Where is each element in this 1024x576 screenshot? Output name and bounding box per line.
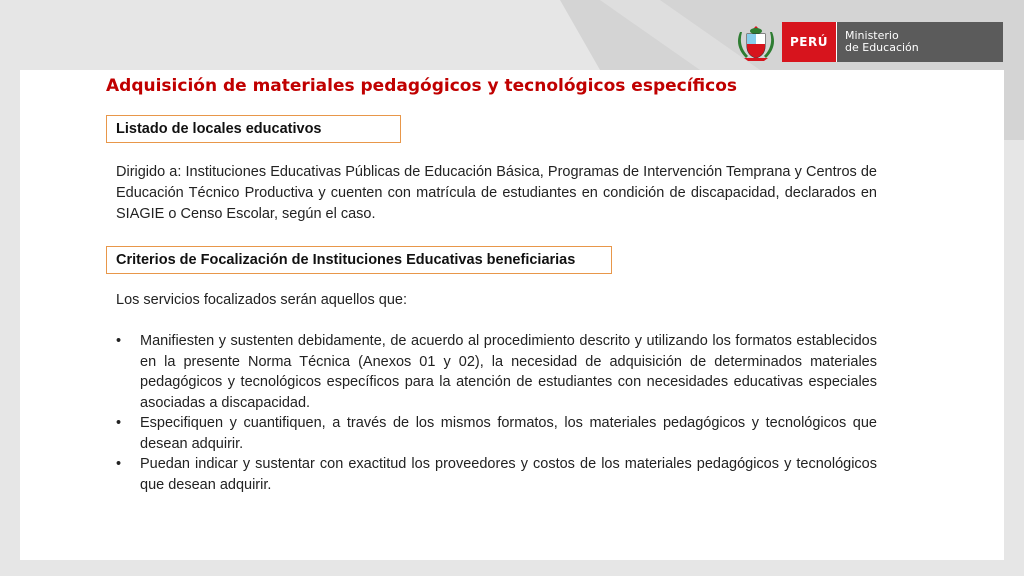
section-label-listado: Listado de locales educativos [106, 115, 401, 143]
bullet-icon: • [116, 415, 122, 431]
ministry-line-1: Ministerio [845, 29, 899, 42]
list-item [116, 454, 877, 495]
ministry-logo [736, 22, 1003, 62]
list-item [116, 331, 877, 413]
ministry-line-2: de Educación [845, 41, 919, 54]
bullet-icon: • [116, 456, 122, 472]
list-item-text: Manifiesten y sustenten debidamente, de acuerdo al procedimiento descrito y utilizando los formatos establecidos en la presente Norma Técnica (Anexos 01 y 02), la necesidad de adquisición de determinados materiales pedagógicos y tecnológicos específicos para la atención de estudiantes con necesidades educativas especiales asociadas a discapacidad. [140, 333, 877, 411]
section2-intro: Los servicios focalizados serán aquellos que: [116, 292, 407, 308]
coat-of-arms-icon [736, 22, 776, 62]
section1-body: Dirigido a: Instituciones Educativas Públicas de Educación Básica, Programas de Intervención Temprana y Centros de Educación Técnico Productiva y cuenten con matrícula de estudiantes en condición de discapacidad, declarados en SIAGIE o Censo Escolar, según el caso. [116, 164, 877, 222]
list-item [116, 413, 877, 454]
bullet-icon: • [116, 333, 122, 349]
page-title: Adquisición de materiales pedagógicos y tecnológicos específicos [106, 76, 738, 96]
criteria-list [116, 331, 877, 495]
list-item-text: Especifiquen y cuantifiquen, a través de los mismos formatos, los materiales pedagógicos y tecnológicos que desean adquirir. [140, 415, 877, 452]
ministry-name [836, 22, 1003, 62]
list-item-text: Puedan indicar y sustentar con exactitud los proveedores y costos de los materiales pedagógicos y tecnológicos que desean adquirir. [140, 456, 877, 493]
peru-label: PERÚ [782, 22, 836, 62]
section-label-criterios: Criterios de Focalización de Instituciones Educativas beneficiarias [106, 246, 612, 274]
